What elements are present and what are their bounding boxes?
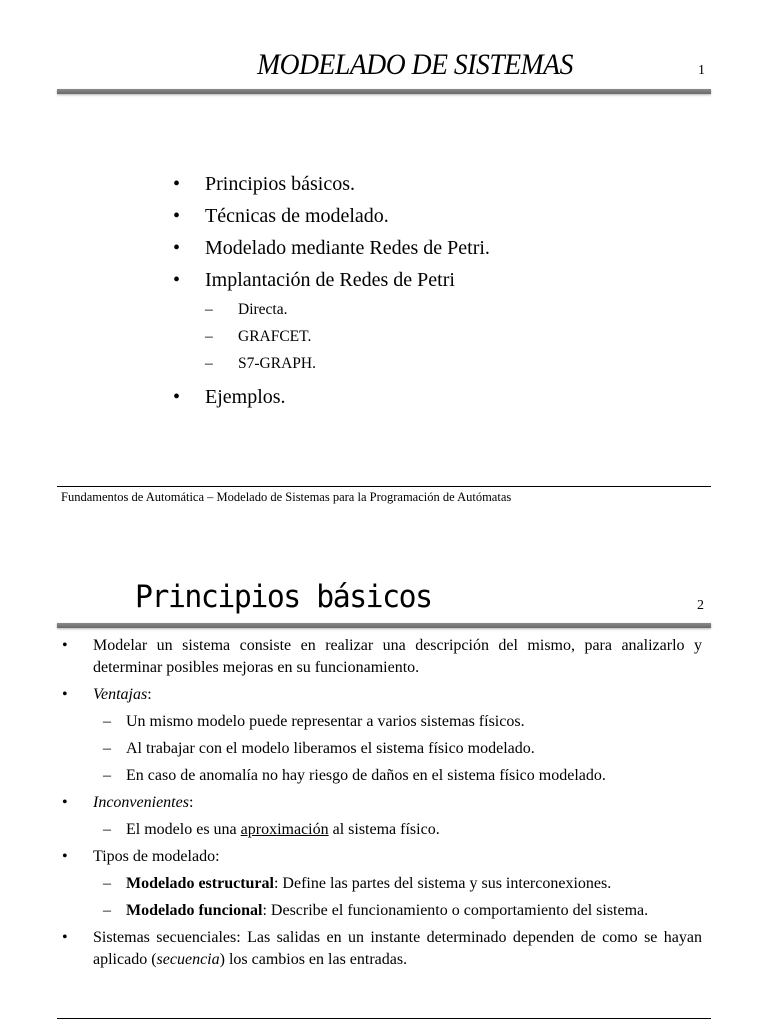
dash-marker: – <box>205 301 213 318</box>
list-item: • Modelar un sistema consiste en realizar una descripción del mismo, para analizarlo y determinar posibles mejoras en su funcionamiento. <box>62 635 702 679</box>
list-item: • Ventajas: <box>62 684 702 706</box>
bullet-marker: • <box>173 269 181 291</box>
sub-list-item: – Un mismo modelo puede representar a varios sistemas físicos. <box>62 711 702 733</box>
list-item: • Ejemplos. <box>173 381 490 413</box>
sub-list-item: – GRAFCET. <box>173 323 490 350</box>
bullet-marker: • <box>62 929 68 946</box>
dash-marker: – <box>205 355 213 372</box>
sub-list-item: – Modelado estructural: Define las partes del sistema y sus interconexiones. <box>62 873 702 895</box>
slide-2-title-bar <box>57 623 711 628</box>
list-item: • Principios básicos. <box>173 168 490 200</box>
dash-marker: – <box>103 902 111 919</box>
bullet-marker: • <box>62 794 68 811</box>
footer-subject: Modelado de Sistemas para la Programación de Autómatas <box>216 490 512 504</box>
slide-1-title-bar <box>57 89 711 94</box>
sub-list-item: – Directa. <box>173 296 490 323</box>
slide-1-title: MODELADO DE SISTEMAS <box>257 48 573 81</box>
list-item: • Tipos de modelado: <box>62 846 702 868</box>
list-item: • Inconvenientes: <box>62 792 702 814</box>
footer-rule <box>57 486 711 487</box>
slide-1-outline <box>173 168 490 413</box>
bullet-marker: • <box>62 848 68 865</box>
dash-marker: – <box>103 713 111 730</box>
footer-course: Fundamentos de Automática <box>61 490 205 504</box>
sub-list-item: – El modelo es una aproximación al sistema físico. <box>62 819 702 841</box>
dash-marker: – <box>103 767 111 784</box>
list-item: • Modelado mediante Redes de Petri. <box>173 232 490 264</box>
slide-2-title: Principios básicos <box>135 579 432 615</box>
sub-list-item: – Modelado funcional: Describe el funcionamiento o comportamiento del sistema. <box>62 900 702 922</box>
sub-list-item: – S7-GRAPH. <box>173 350 490 377</box>
sub-list-item: – En caso de anomalía no hay riesgo de daños en el sistema físico modelado. <box>62 765 702 787</box>
list-item: • Sistemas secuenciales: Las salidas en un instante determinado dependen de como se hayan aplicado (secuencia) los cambios en las entradas. <box>62 927 702 971</box>
sub-list-item: – Al trabajar con el modelo liberamos el sistema físico modelado. <box>62 738 702 760</box>
dash-marker: – <box>103 740 111 757</box>
slide-footer: Fundamentos de Automática – Modelado de Sistemas para la Programación de Autómatas <box>61 490 512 504</box>
slide-2-body <box>62 635 702 976</box>
list-item: • Implantación de Redes de Petri <box>173 264 490 296</box>
bullet-marker: • <box>62 686 68 703</box>
dash-marker: – <box>205 328 213 345</box>
bullet-marker: • <box>173 237 181 259</box>
bullet-marker: • <box>173 205 181 227</box>
bullet-marker: • <box>62 637 68 654</box>
slide-1-page-number: 1 <box>698 63 705 78</box>
bullet-marker: • <box>173 173 181 195</box>
bullet-marker: • <box>173 386 181 408</box>
dash-marker: – <box>103 821 111 838</box>
dash-marker: – <box>103 875 111 892</box>
slide-2-footer-rule <box>57 1018 711 1019</box>
slide-2-page-number: 2 <box>697 598 704 613</box>
list-item: • Técnicas de modelado. <box>173 200 490 232</box>
